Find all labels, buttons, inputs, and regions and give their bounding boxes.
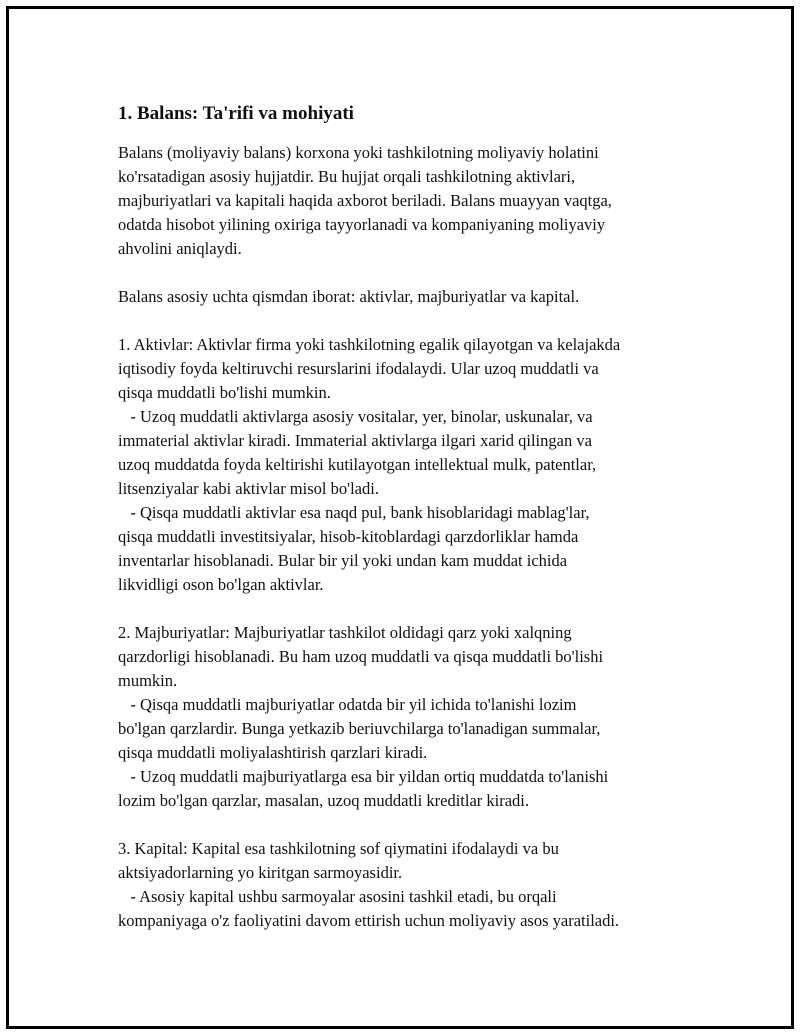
text-line: Balans (moliyaviy balans) korxona yoki tashkilotning moliyaviy holatini [118, 143, 599, 162]
document-text [118, 141, 718, 933]
text-line: iqtisodiy foyda keltiruvchi resurslarini ifodalaydi. Ular uzoq muddatli va [118, 359, 599, 378]
document-body [118, 99, 718, 933]
text-line: mumkin. [118, 671, 178, 690]
blank-line [118, 309, 718, 333]
text-line: odatda hisobot yilining oxiriga tayyorlanadi va kompaniyaning moliyaviy [118, 215, 606, 234]
text-line: - Uzoq muddatli aktivlarga asosiy vositalar, yer, binolar, uskunalar, va [118, 407, 593, 426]
text-line: inventarlar hisoblanadi. Bular bir yil yoki undan kam muddat ichida [118, 551, 568, 570]
text-line: qisqa muddatli moliyalashtirish qarzlari kiradi. [118, 743, 428, 762]
text-line: 1. Aktivlar: Aktivlar firma yoki tashkilotning egalik qilayotgan va kelajakda [118, 335, 621, 354]
text-line: - Qisqa muddatli aktivlar esa naqd pul, bank hisoblaridagi mablag'lar, [118, 503, 590, 522]
text-line: immaterial aktivlar kiradi. Immaterial aktivlarga ilgari xarid qilingan va [118, 431, 592, 450]
text-line: 3. Kapital: Kapital esa tashkilotning sof qiymatini ifodalaydi va bu [118, 839, 559, 858]
text-line: qisqa muddatli investitsiyalar, hisob-kitoblardagi qarzdorliklar hamda [118, 527, 579, 546]
page-frame [6, 6, 794, 1029]
text-line: - Uzoq muddatli majburiyatlarga esa bir yildan ortiq muddatda to'lanishi [118, 767, 609, 786]
text-line: - Asosiy kapital ushbu sarmoyalar asosini tashkil etadi, bu orqali [118, 887, 557, 906]
text-line: ko'rsatadigan asosiy hujjatdir. Bu hujjat orqali tashkilotning aktivlari, [118, 167, 576, 186]
blank-line [118, 597, 718, 621]
text-line: majburiyatlari va kapitali haqida axborot beriladi. Balans muayyan vaqtga, [118, 191, 612, 210]
text-line: Balans asosiy uchta qismdan iborat: aktivlar, majburiyatlar va kapital. [118, 287, 580, 306]
text-line: aktsiyadorlarning yo kiritgan sarmoyasidir. [118, 863, 403, 882]
text-line: - Qisqa muddatli majburiyatlar odatda bir yil ichida to'lanishi lozim [118, 695, 577, 714]
text-line: qisqa muddatli bo'lishi mumkin. [118, 383, 331, 402]
text-line: lozim bo'lgan qarzlar, masalan, uzoq muddatli kreditlar kiradi. [118, 791, 530, 810]
document-title: 1. Balans: Ta'rifi va mohiyati [118, 103, 354, 124]
blank-line [118, 813, 718, 837]
text-line: litsenziyalar kabi aktivlar misol bo'ladi. [118, 479, 379, 498]
text-line: bo'lgan qarzlardir. Bunga yetkazib beriuvchilarga to'lanadigan summalar, [118, 719, 601, 738]
text-line: uzoq muddatda foyda keltirishi kutilayotgan intellektual mulk, patentlar, [118, 455, 597, 474]
blank-line [118, 261, 718, 285]
text-line: qarzdorligi hisoblanadi. Bu ham uzoq muddatli va qisqa muddatli bo'lishi [118, 647, 604, 666]
text-line: kompaniyaga o'z faoliyatini davom ettirish uchun moliyaviy asos yaratiladi. [118, 911, 620, 930]
text-line: ahvolini aniqlaydi. [118, 239, 242, 258]
text-line: 2. Majburiyatlar: Majburiyatlar tashkilot oldidagi qarz yoki xalqning [118, 623, 572, 642]
text-line: likvidligi oson bo'lgan aktivlar. [118, 575, 324, 594]
